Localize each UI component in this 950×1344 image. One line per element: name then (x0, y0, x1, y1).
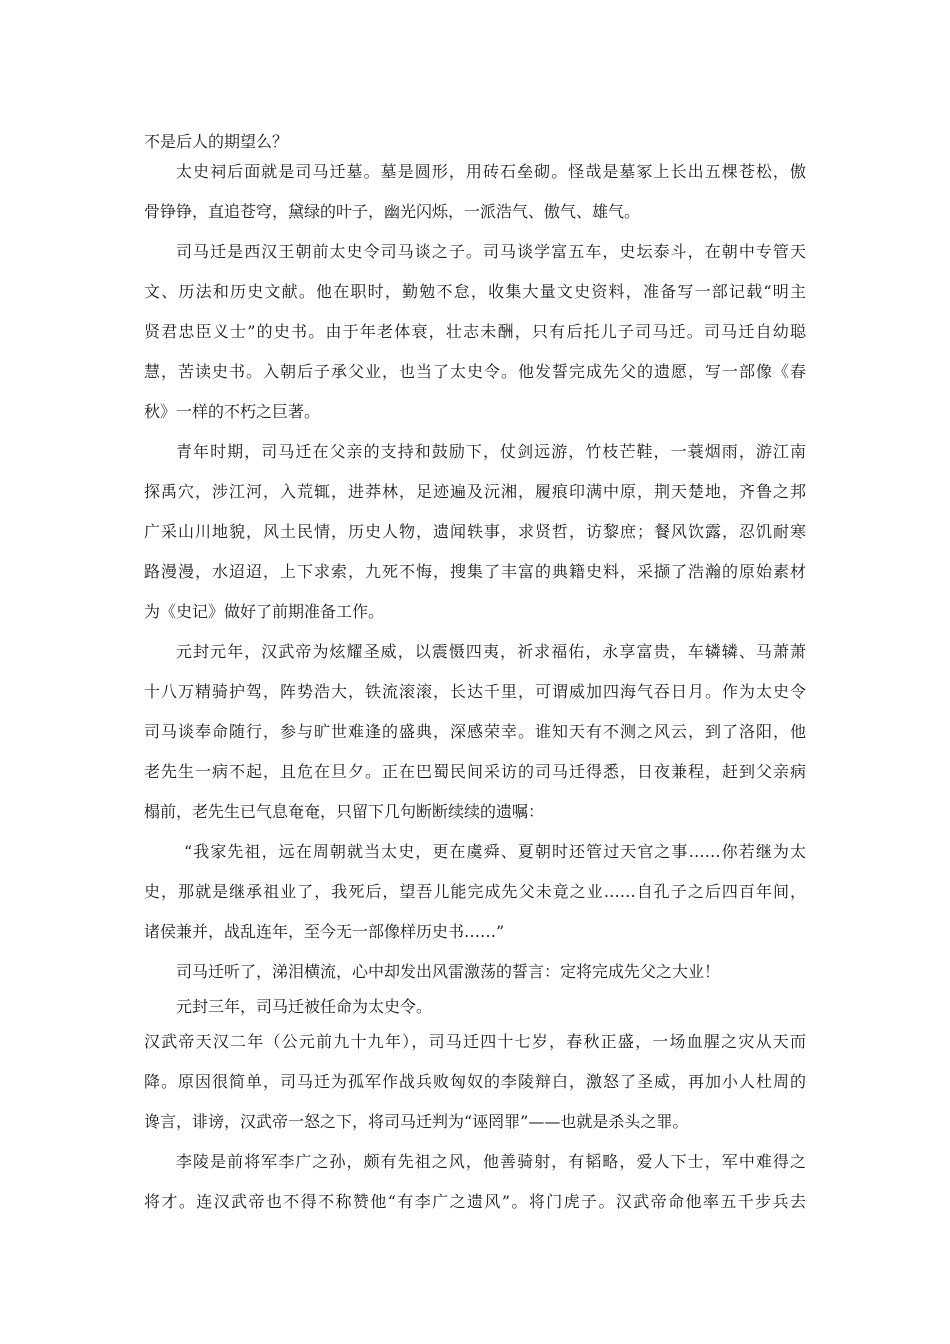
text-line: 将才。连汉武帝也不得不称赞他“有李广之遗风”。将门虎子。汉武帝命他率五千步兵去 (144, 1192, 806, 1211)
text-line: 十八万精骑护驾，阵势浩大，铁流滚滚，长达千里，可谓威加四海气吞日月。作为太史令 (144, 682, 806, 701)
text-line: 谗言，诽谤，汉武帝一怒之下，将司马迁判为“诬罔罪”——也就是杀头之罪。 (144, 1112, 689, 1131)
text-line: 秋》一样的不朽之巨著。 (144, 402, 321, 421)
text-line: “我家先祖，远在周朝就当太史，更在虞舜、夏朝时还管过天官之事……你若继为太 (184, 842, 806, 861)
text-line: 李陵是前将军李广之孙，颇有先祖之风，他善骑射，有韬略，爱人下士，军中难得之 (176, 1152, 806, 1171)
text-line: 司马迁听了，涕泪横流，心中却发出风雷激荡的誓言：定将完成先父之大业！ (176, 962, 721, 981)
text-line: 骨铮铮，直追苍穹，黛绿的叶子，幽光闪烁，一派浩气、傲气、雄气。 (144, 202, 641, 221)
text-line: 文、历法和历史文献。他在职时，勤勉不怠，收集大量文史资料，准备写一部记载“明主 (144, 282, 806, 301)
text-line: 榻前，老先生已气息奄奄，只留下几句断断续续的遗嘱： (144, 802, 545, 821)
text-line: 慧，苦读史书。入朝后子承父业，也当了太史令。他发誓完成先父的遗愿，写一部像《春 (144, 362, 806, 381)
text-line: 不是后人的期望么？ (144, 132, 289, 151)
text-line: 青年时期，司马迁在父亲的支持和鼓励下，仗剑远游，竹枝芒鞋，一蓑烟雨，游江南 (176, 442, 806, 461)
text-line: 路漫漫，水迢迢，上下求索，九死不悔，搜集了丰富的典籍史料，采撷了浩瀚的原始素材 (144, 562, 806, 581)
text-line: 诸侯兼并，战乱连年，至今无一部像样历史书……” (144, 922, 505, 941)
text-line: 探禹穴，涉江河，入荒辄，进莽林，足迹遍及沅湘，履痕印满中原，荆天楚地，齐鲁之邦 (144, 482, 806, 501)
text-line: 元封三年，司马迁被任命为太史令。 (176, 997, 433, 1016)
text-line: 贤君忠臣义士”的史书。由于年老体衰，壮志未酬，只有后托儿子司马迁。司马迁自幼聪 (144, 322, 806, 341)
text-line: 司马谈奉命随行，参与旷世难逢的盛典，深感荣幸。谁知天有不测之风云，到了洛阳，他 (144, 722, 806, 741)
text-line: 老先生一病不起，且危在旦夕。正在巴蜀民间采访的司马迁得悉，日夜兼程，赶到父亲病 (144, 762, 806, 781)
text-line: 史，那就是继承祖业了，我死后，望吾儿能完成先父未竟之业……自孔子之后四百年间， (144, 882, 806, 901)
text-line: 司马迁是西汉王朝前太史令司马谈之子。司马谈学富五车，史坛泰斗，在朝中专管天 (176, 242, 806, 261)
text-line: 元封元年，汉武帝为炫耀圣威，以震慑四夷，祈求福佑，永享富贵，车辚辚、马萧萧 (176, 642, 806, 661)
text-line: 为《史记》做好了前期准备工作。 (144, 602, 385, 621)
text-line: 太史祠后面就是司马迁墓。墓是圆形，用砖石垒砌。怪哉是墓冢上长出五棵苍松，傲 (176, 162, 806, 181)
text-line: 降。原因很简单，司马迁为孤军作战兵败匈奴的李陵辩白，激怒了圣威，再加小人杜周的 (144, 1072, 806, 1091)
text-line: 广采山川地貌，风土民情，历史人物，遗闻轶事，求贤哲，访黎庶；餐风饮露，忍饥耐寒 (144, 522, 806, 541)
text-line: 汉武帝天汉二年（公元前九十九年），司马迁四十七岁，春秋正盛，一场血腥之灾从天而 (144, 1032, 806, 1051)
